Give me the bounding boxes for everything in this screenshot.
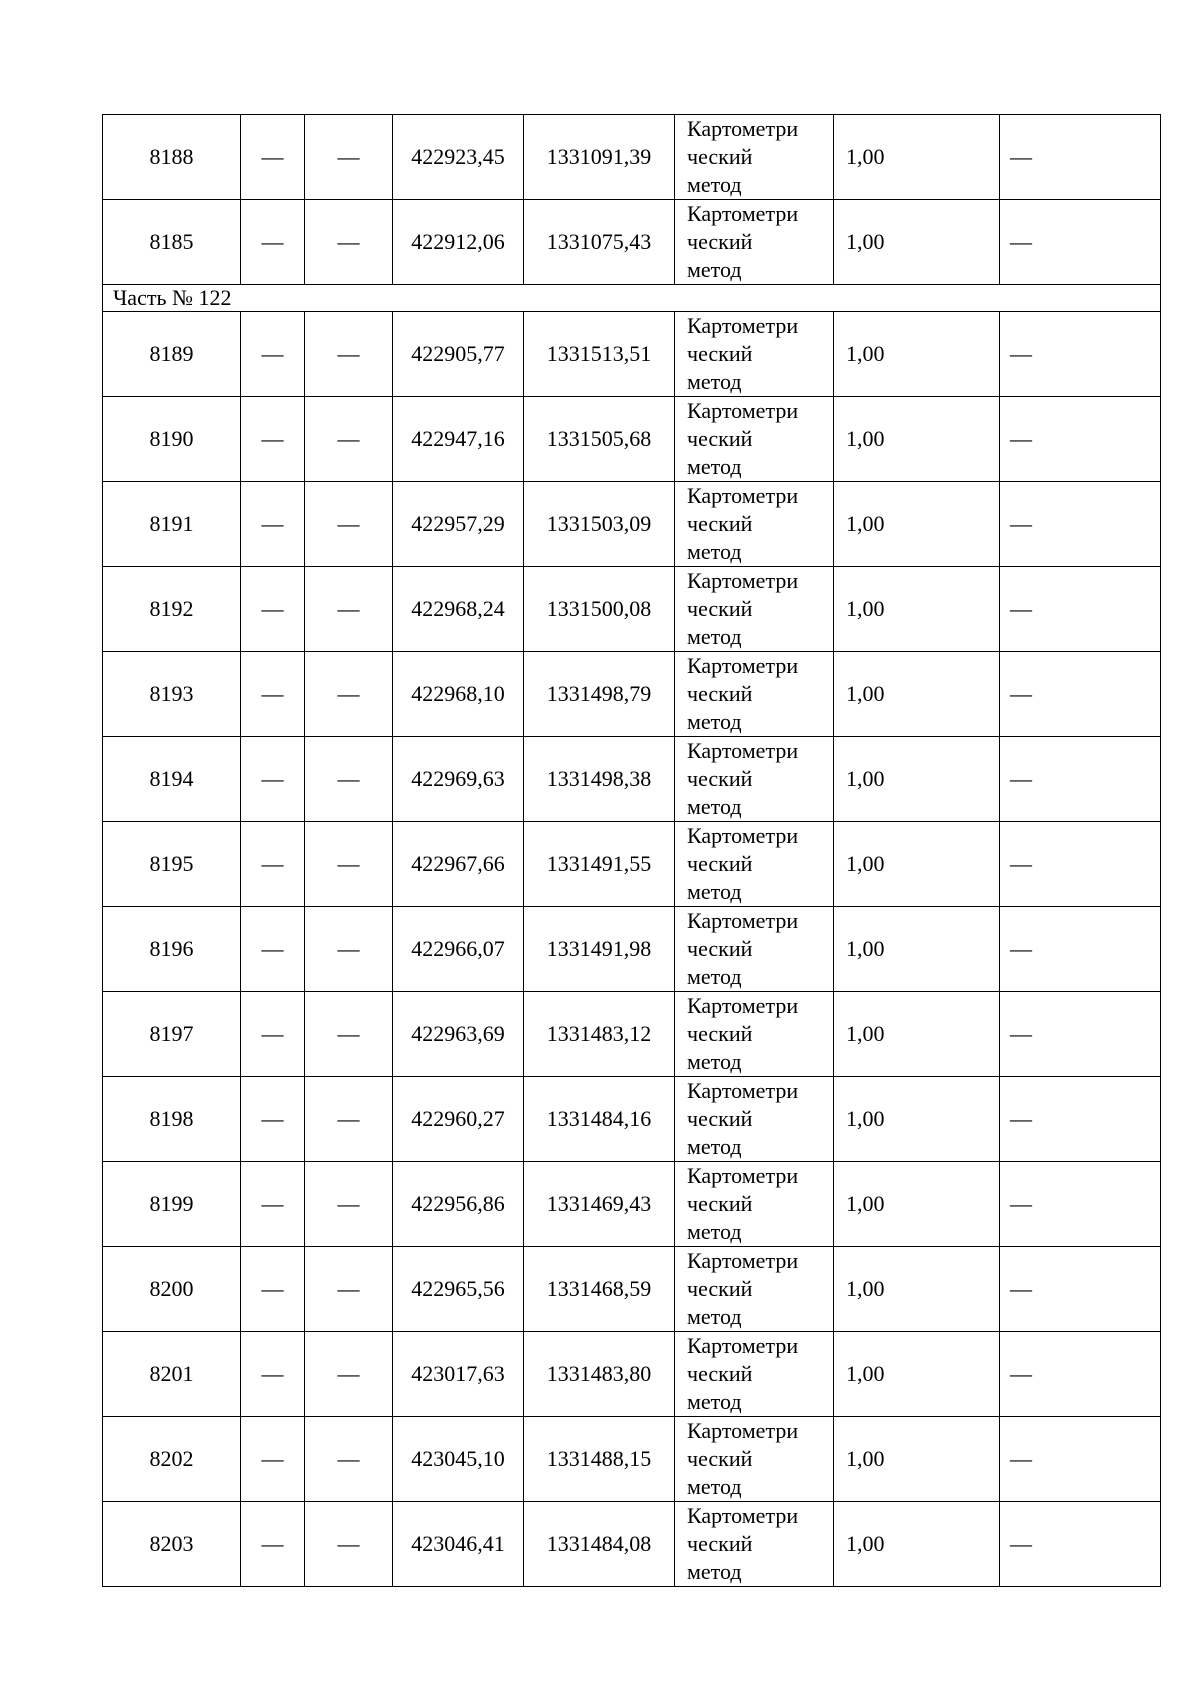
point-number-cell: 8194: [103, 737, 241, 822]
accuracy-cell: 1,00: [834, 1162, 1000, 1247]
method-text-line: метод: [687, 1049, 742, 1074]
method-cell: [675, 1332, 834, 1417]
empty-dash-cell: —: [241, 1417, 305, 1502]
point-number-cell: 8202: [103, 1417, 241, 1502]
table-body: [103, 115, 1161, 1587]
table-row: [103, 397, 1161, 482]
x-coordinate-cell: 422923,45: [393, 115, 524, 200]
empty-dash-cell: —: [305, 482, 393, 567]
accuracy-cell: 1,00: [834, 482, 1000, 567]
method-cell: [675, 652, 834, 737]
method-cell: [675, 737, 834, 822]
empty-dash-cell: —: [241, 567, 305, 652]
table-row: [103, 652, 1161, 737]
table-row: [103, 200, 1161, 285]
method-text-line: ческий: [687, 681, 753, 706]
x-coordinate-cell: 422947,16: [393, 397, 524, 482]
point-number-cell: 8191: [103, 482, 241, 567]
y-coordinate-cell: 1331513,51: [524, 312, 675, 397]
table-row: [103, 1247, 1161, 1332]
description-dash-cell: —: [1000, 567, 1161, 652]
accuracy-cell: 1,00: [834, 907, 1000, 992]
table-row: [103, 312, 1161, 397]
point-number-cell: 8199: [103, 1162, 241, 1247]
method-text-line: Картометри: [687, 1163, 799, 1188]
y-coordinate-cell: 1331503,09: [524, 482, 675, 567]
y-coordinate-cell: 1331484,08: [524, 1502, 675, 1587]
method-text-line: ческий: [687, 426, 753, 451]
x-coordinate-cell: 422912,06: [393, 200, 524, 285]
x-coordinate-cell: 422960,27: [393, 1077, 524, 1162]
method-text-line: Картометри: [687, 823, 799, 848]
method-cell: [675, 115, 834, 200]
method-cell: [675, 1162, 834, 1247]
empty-dash-cell: —: [241, 737, 305, 822]
point-number-cell: 8200: [103, 1247, 241, 1332]
description-dash-cell: —: [1000, 737, 1161, 822]
point-number-cell: 8185: [103, 200, 241, 285]
accuracy-cell: 1,00: [834, 992, 1000, 1077]
method-cell: [675, 1417, 834, 1502]
table-row: [103, 1502, 1161, 1587]
x-coordinate-cell: 422966,07: [393, 907, 524, 992]
method-text-line: метод: [687, 539, 742, 564]
method-text-line: Картометри: [687, 116, 799, 141]
table-row: [103, 482, 1161, 567]
empty-dash-cell: —: [241, 1247, 305, 1332]
point-number-cell: 8198: [103, 1077, 241, 1162]
empty-dash-cell: —: [305, 397, 393, 482]
method-text-line: метод: [687, 1474, 742, 1499]
method-cell: [675, 312, 834, 397]
accuracy-cell: 1,00: [834, 1332, 1000, 1417]
y-coordinate-cell: 1331483,12: [524, 992, 675, 1077]
method-text-line: метод: [687, 172, 742, 197]
empty-dash-cell: —: [241, 652, 305, 737]
method-cell: [675, 907, 834, 992]
method-text-line: метод: [687, 794, 742, 819]
accuracy-cell: 1,00: [834, 312, 1000, 397]
description-dash-cell: —: [1000, 115, 1161, 200]
method-text-line: ческий: [687, 1361, 753, 1386]
x-coordinate-cell: 422968,10: [393, 652, 524, 737]
method-text-line: ческий: [687, 1531, 753, 1556]
description-dash-cell: —: [1000, 1332, 1161, 1417]
method-text-line: метод: [687, 369, 742, 394]
description-dash-cell: —: [1000, 1077, 1161, 1162]
method-text-line: метод: [687, 1219, 742, 1244]
empty-dash-cell: —: [241, 312, 305, 397]
description-dash-cell: —: [1000, 1502, 1161, 1587]
empty-dash-cell: —: [305, 1417, 393, 1502]
empty-dash-cell: —: [241, 992, 305, 1077]
empty-dash-cell: —: [241, 907, 305, 992]
x-coordinate-cell: 422956,86: [393, 1162, 524, 1247]
empty-dash-cell: —: [305, 907, 393, 992]
y-coordinate-cell: 1331469,43: [524, 1162, 675, 1247]
method-text-line: ческий: [687, 144, 753, 169]
point-number-cell: 8197: [103, 992, 241, 1077]
method-cell: [675, 1077, 834, 1162]
x-coordinate-cell: 422967,66: [393, 822, 524, 907]
description-dash-cell: —: [1000, 652, 1161, 737]
y-coordinate-cell: 1331484,16: [524, 1077, 675, 1162]
description-dash-cell: —: [1000, 992, 1161, 1077]
method-text-line: ческий: [687, 851, 753, 876]
method-cell: [675, 397, 834, 482]
x-coordinate-cell: 422968,24: [393, 567, 524, 652]
description-dash-cell: —: [1000, 822, 1161, 907]
table-row: [103, 1417, 1161, 1502]
point-number-cell: 8196: [103, 907, 241, 992]
empty-dash-cell: —: [305, 652, 393, 737]
y-coordinate-cell: 1331091,39: [524, 115, 675, 200]
method-text-line: ческий: [687, 596, 753, 621]
accuracy-cell: 1,00: [834, 652, 1000, 737]
accuracy-cell: 1,00: [834, 567, 1000, 652]
description-dash-cell: —: [1000, 312, 1161, 397]
method-text-line: Картометри: [687, 993, 799, 1018]
method-cell: [675, 567, 834, 652]
point-number-cell: 8188: [103, 115, 241, 200]
method-text-line: Картометри: [687, 1078, 799, 1103]
y-coordinate-cell: 1331075,43: [524, 200, 675, 285]
method-text-line: ческий: [687, 1106, 753, 1131]
x-coordinate-cell: 422963,69: [393, 992, 524, 1077]
accuracy-cell: 1,00: [834, 822, 1000, 907]
method-cell: [675, 1502, 834, 1587]
x-coordinate-cell: 422905,77: [393, 312, 524, 397]
y-coordinate-cell: 1331491,98: [524, 907, 675, 992]
method-text-line: метод: [687, 1304, 742, 1329]
accuracy-cell: 1,00: [834, 1417, 1000, 1502]
accuracy-cell: 1,00: [834, 115, 1000, 200]
method-text-line: Картометри: [687, 1248, 799, 1273]
x-coordinate-cell: 423017,63: [393, 1332, 524, 1417]
coordinates-table: [102, 114, 1161, 1587]
empty-dash-cell: —: [305, 1162, 393, 1247]
x-coordinate-cell: 423046,41: [393, 1502, 524, 1587]
point-number-cell: 8201: [103, 1332, 241, 1417]
accuracy-cell: 1,00: [834, 1247, 1000, 1332]
description-dash-cell: —: [1000, 1247, 1161, 1332]
description-dash-cell: —: [1000, 907, 1161, 992]
method-text-line: ческий: [687, 229, 753, 254]
table-row: [103, 1162, 1161, 1247]
empty-dash-cell: —: [241, 482, 305, 567]
method-cell: [675, 822, 834, 907]
y-coordinate-cell: 1331498,79: [524, 652, 675, 737]
empty-dash-cell: —: [305, 1247, 393, 1332]
method-text-line: Картометри: [687, 1333, 799, 1358]
accuracy-cell: 1,00: [834, 1502, 1000, 1587]
method-text-line: метод: [687, 709, 742, 734]
y-coordinate-cell: 1331491,55: [524, 822, 675, 907]
empty-dash-cell: —: [241, 1077, 305, 1162]
description-dash-cell: —: [1000, 200, 1161, 285]
method-text-line: ческий: [687, 936, 753, 961]
accuracy-cell: 1,00: [834, 200, 1000, 285]
method-text-line: ческий: [687, 511, 753, 536]
method-text-line: Картометри: [687, 313, 799, 338]
empty-dash-cell: —: [241, 1502, 305, 1587]
method-text-line: метод: [687, 1389, 742, 1414]
y-coordinate-cell: 1331500,08: [524, 567, 675, 652]
method-text-line: метод: [687, 1559, 742, 1584]
y-coordinate-cell: 1331483,80: [524, 1332, 675, 1417]
table-row: [103, 1332, 1161, 1417]
x-coordinate-cell: 422965,56: [393, 1247, 524, 1332]
method-text-line: Картометри: [687, 908, 799, 933]
y-coordinate-cell: 1331498,38: [524, 737, 675, 822]
empty-dash-cell: —: [305, 737, 393, 822]
y-coordinate-cell: 1331468,59: [524, 1247, 675, 1332]
method-text-line: метод: [687, 1134, 742, 1159]
point-number-cell: 8189: [103, 312, 241, 397]
method-text-line: Картометри: [687, 1503, 799, 1528]
method-text-line: Картометри: [687, 738, 799, 763]
point-number-cell: 8190: [103, 397, 241, 482]
empty-dash-cell: —: [241, 115, 305, 200]
empty-dash-cell: —: [241, 200, 305, 285]
method-text-line: ческий: [687, 766, 753, 791]
method-text-line: метод: [687, 964, 742, 989]
x-coordinate-cell: 422969,63: [393, 737, 524, 822]
method-text-line: метод: [687, 624, 742, 649]
table-row: [103, 822, 1161, 907]
empty-dash-cell: —: [305, 1332, 393, 1417]
table-row: [103, 1077, 1161, 1162]
empty-dash-cell: —: [241, 397, 305, 482]
empty-dash-cell: —: [305, 992, 393, 1077]
method-text-line: метод: [687, 879, 742, 904]
method-cell: [675, 482, 834, 567]
part-header-row: [103, 285, 1161, 312]
method-cell: [675, 1247, 834, 1332]
accuracy-cell: 1,00: [834, 1077, 1000, 1162]
empty-dash-cell: —: [305, 115, 393, 200]
point-number-cell: 8195: [103, 822, 241, 907]
method-text-line: метод: [687, 454, 742, 479]
method-cell: [675, 200, 834, 285]
empty-dash-cell: —: [305, 1502, 393, 1587]
description-dash-cell: —: [1000, 1162, 1161, 1247]
table-row: [103, 992, 1161, 1077]
empty-dash-cell: —: [305, 567, 393, 652]
empty-dash-cell: —: [305, 1077, 393, 1162]
method-text-line: Картометри: [687, 398, 799, 423]
point-number-cell: 8192: [103, 567, 241, 652]
description-dash-cell: —: [1000, 1417, 1161, 1502]
table-row: [103, 115, 1161, 200]
empty-dash-cell: —: [305, 200, 393, 285]
point-number-cell: 8193: [103, 652, 241, 737]
empty-dash-cell: —: [305, 822, 393, 907]
table-row: [103, 737, 1161, 822]
method-text-line: ческий: [687, 1446, 753, 1471]
table-row: [103, 567, 1161, 652]
empty-dash-cell: —: [241, 822, 305, 907]
method-text-line: Картометри: [687, 568, 799, 593]
method-text-line: ческий: [687, 1276, 753, 1301]
method-cell: [675, 992, 834, 1077]
method-text-line: Картометри: [687, 1418, 799, 1443]
method-text-line: Картометри: [687, 653, 799, 678]
method-text-line: Картометри: [687, 483, 799, 508]
point-number-cell: 8203: [103, 1502, 241, 1587]
empty-dash-cell: —: [241, 1162, 305, 1247]
method-text-line: метод: [687, 257, 742, 282]
y-coordinate-cell: 1331505,68: [524, 397, 675, 482]
y-coordinate-cell: 1331488,15: [524, 1417, 675, 1502]
empty-dash-cell: —: [305, 312, 393, 397]
empty-dash-cell: —: [241, 1332, 305, 1417]
method-text-line: Картометри: [687, 201, 799, 226]
accuracy-cell: 1,00: [834, 737, 1000, 822]
x-coordinate-cell: 422957,29: [393, 482, 524, 567]
x-coordinate-cell: 423045,10: [393, 1417, 524, 1502]
description-dash-cell: —: [1000, 482, 1161, 567]
method-text-line: ческий: [687, 1191, 753, 1216]
method-text-line: ческий: [687, 1021, 753, 1046]
description-dash-cell: —: [1000, 397, 1161, 482]
method-text-line: ческий: [687, 341, 753, 366]
accuracy-cell: 1,00: [834, 397, 1000, 482]
table-row: [103, 907, 1161, 992]
part-label: Часть № 122: [103, 285, 1161, 312]
